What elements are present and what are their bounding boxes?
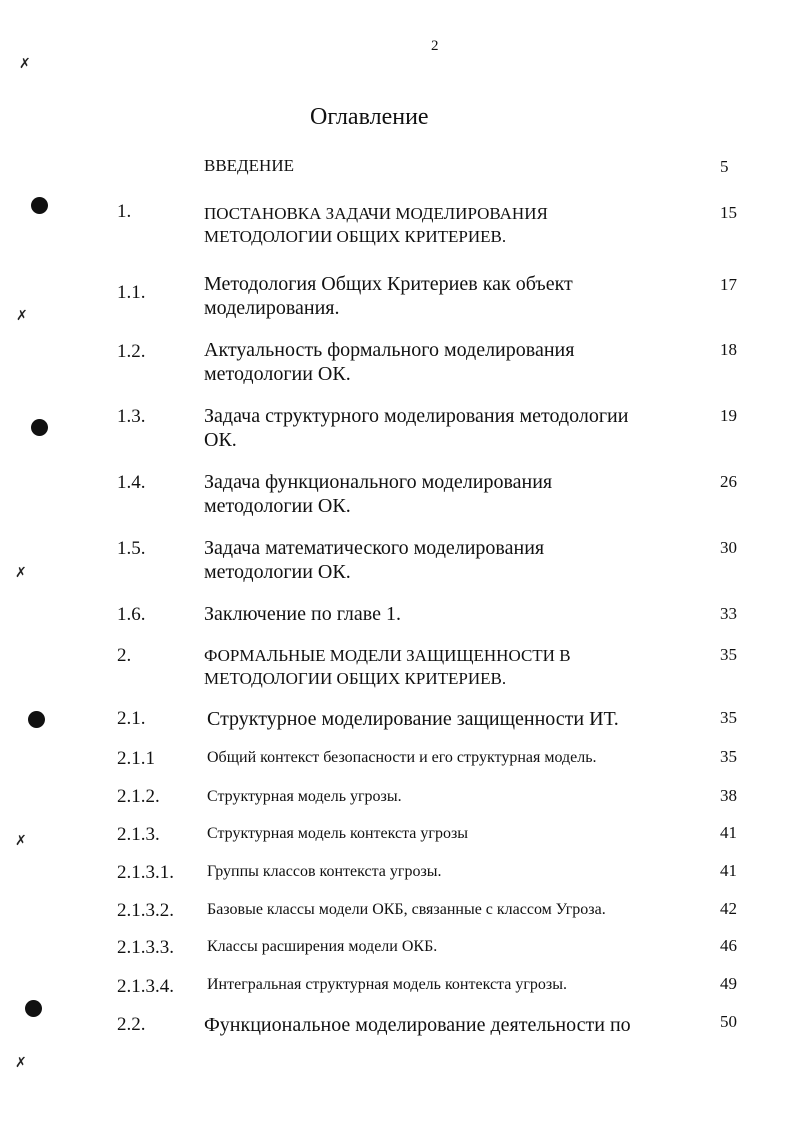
toc-entry-number: 2.1.2. <box>117 786 160 807</box>
toc-entry-number: 2.1.3.4. <box>117 976 174 997</box>
toc-entry-page: 50 <box>720 1012 737 1031</box>
toc-entry-text-line: ФОРМАЛЬНЫЕ МОДЕЛИ ЗАЩИЩЕННОСТИ В <box>204 646 571 665</box>
toc-entry-text-line: моделирования. <box>204 297 340 319</box>
toc-entry-text: Заключение по главе 1. <box>204 603 401 625</box>
toc-entry-text: Структурная модель угрозы. <box>207 788 402 805</box>
toc-entry-page: 49 <box>720 974 737 993</box>
binder-hole <box>25 1000 42 1017</box>
toc-entry-text-line: Актуальность формального моделирования <box>204 339 575 361</box>
toc-entry-page: 42 <box>720 899 737 918</box>
toc-entry-number: 1.5. <box>117 538 146 559</box>
toc-entry-number: 2.2. <box>117 1014 146 1035</box>
toc-entry-text <box>204 644 571 690</box>
toc-entry-text: ВВЕДЕНИЕ <box>204 156 294 175</box>
margin-mark: ✗ <box>16 309 28 324</box>
margin-mark: ✗ <box>15 834 27 849</box>
toc-entry-page: 17 <box>720 275 737 294</box>
toc-entry-text: Функциональное моделирование деятельности по <box>204 1014 631 1036</box>
toc-entry-text-line: Задача математического моделирования <box>204 537 545 559</box>
toc-entry-number: 2.1.3.2. <box>117 900 174 921</box>
toc-entry-number: 1.4. <box>117 472 146 493</box>
toc-entry-number: 1.6. <box>117 604 146 625</box>
toc-entry-text-line: МЕТОДОЛОГИИ ОБЩИХ КРИТЕРИЕВ. <box>204 669 507 688</box>
toc-entry-text-line: Методология Общих Критериев как объект <box>204 273 573 295</box>
toc-entry-text <box>204 202 548 248</box>
toc-entry-text-line: ПОСТАНОВКА ЗАДАЧИ МОДЕЛИРОВАНИЯ <box>204 204 548 223</box>
toc-entry-page: 19 <box>720 406 737 425</box>
toc-entry-text <box>204 470 552 518</box>
toc-entry-text: Базовые классы модели ОКБ, связанные с классом Угроза. <box>207 901 606 918</box>
toc-entry-text: Структурное моделирование защищенности ИТ. <box>207 708 619 730</box>
toc-entry-text-line: Задача функционального моделирования <box>204 471 553 493</box>
toc-entry-page: 5 <box>720 157 729 176</box>
toc-entry-page: 15 <box>720 203 737 222</box>
toc-entry-text <box>204 272 573 320</box>
toc-entry-text <box>204 536 544 584</box>
toc-entry-number: 2.1.3.3. <box>117 937 174 958</box>
toc-entry-text: Структурная модель контекста угрозы <box>207 825 469 842</box>
binder-hole <box>31 197 48 214</box>
toc-entry-number: 1.2. <box>117 341 146 362</box>
toc-entry-text-line: методологии ОК. <box>204 495 351 517</box>
toc-entry-page: 41 <box>720 823 737 842</box>
toc-entry-text <box>204 404 628 452</box>
margin-mark: ✗ <box>15 1056 27 1071</box>
toc-entry-page: 26 <box>720 472 737 491</box>
toc-entry-page: 35 <box>720 708 737 727</box>
page-number: 2 <box>431 38 439 54</box>
toc-entry-page: 33 <box>720 604 737 623</box>
toc-entry-page: 18 <box>720 340 737 359</box>
binder-hole <box>28 711 45 728</box>
toc-entry-page: 41 <box>720 861 737 880</box>
toc-entry-text <box>204 338 574 386</box>
margin-mark: ✗ <box>15 566 27 581</box>
toc-entry-number: 1.3. <box>117 406 146 427</box>
toc-entry-text-line: ОК. <box>204 429 237 451</box>
binder-hole <box>31 419 48 436</box>
toc-title: Оглавление <box>310 104 429 130</box>
toc-entry-text-line: методологии ОК. <box>204 363 351 385</box>
toc-entry-number: 2.1. <box>117 708 146 729</box>
toc-entry-text: Общий контекст безопасности и его структурная модель. <box>207 749 597 766</box>
toc-entry-text: Классы расширения модели ОКБ. <box>207 938 438 955</box>
toc-entry-number: 2.1.3.1. <box>117 862 174 883</box>
toc-entry-number: 2.1.1 <box>117 748 155 769</box>
toc-entry-text-line: методологии ОК. <box>204 561 351 583</box>
toc-entry-page: 30 <box>720 538 737 557</box>
margin-mark: ✗ <box>19 57 31 72</box>
toc-entry-text: Интегральная структурная модель контекста угрозы. <box>207 976 567 993</box>
toc-entry-text-line: МЕТОДОЛОГИИ ОБЩИХ КРИТЕРИЕВ. <box>204 227 507 246</box>
toc-entry-number: 1.1. <box>117 282 146 303</box>
toc-entry-page: 35 <box>720 645 737 664</box>
toc-entry-page: 46 <box>720 936 737 955</box>
toc-entry-number: 1. <box>117 201 132 222</box>
toc-entry-number: 2. <box>117 645 132 666</box>
toc-entry-text-line: Задача структурного моделирования методологии <box>204 405 629 427</box>
toc-entry-text: Группы классов контекста угрозы. <box>207 863 442 880</box>
toc-entry-number: 2.1.3. <box>117 824 160 845</box>
toc-entry-page: 35 <box>720 747 737 766</box>
toc-entry-page: 38 <box>720 786 737 805</box>
